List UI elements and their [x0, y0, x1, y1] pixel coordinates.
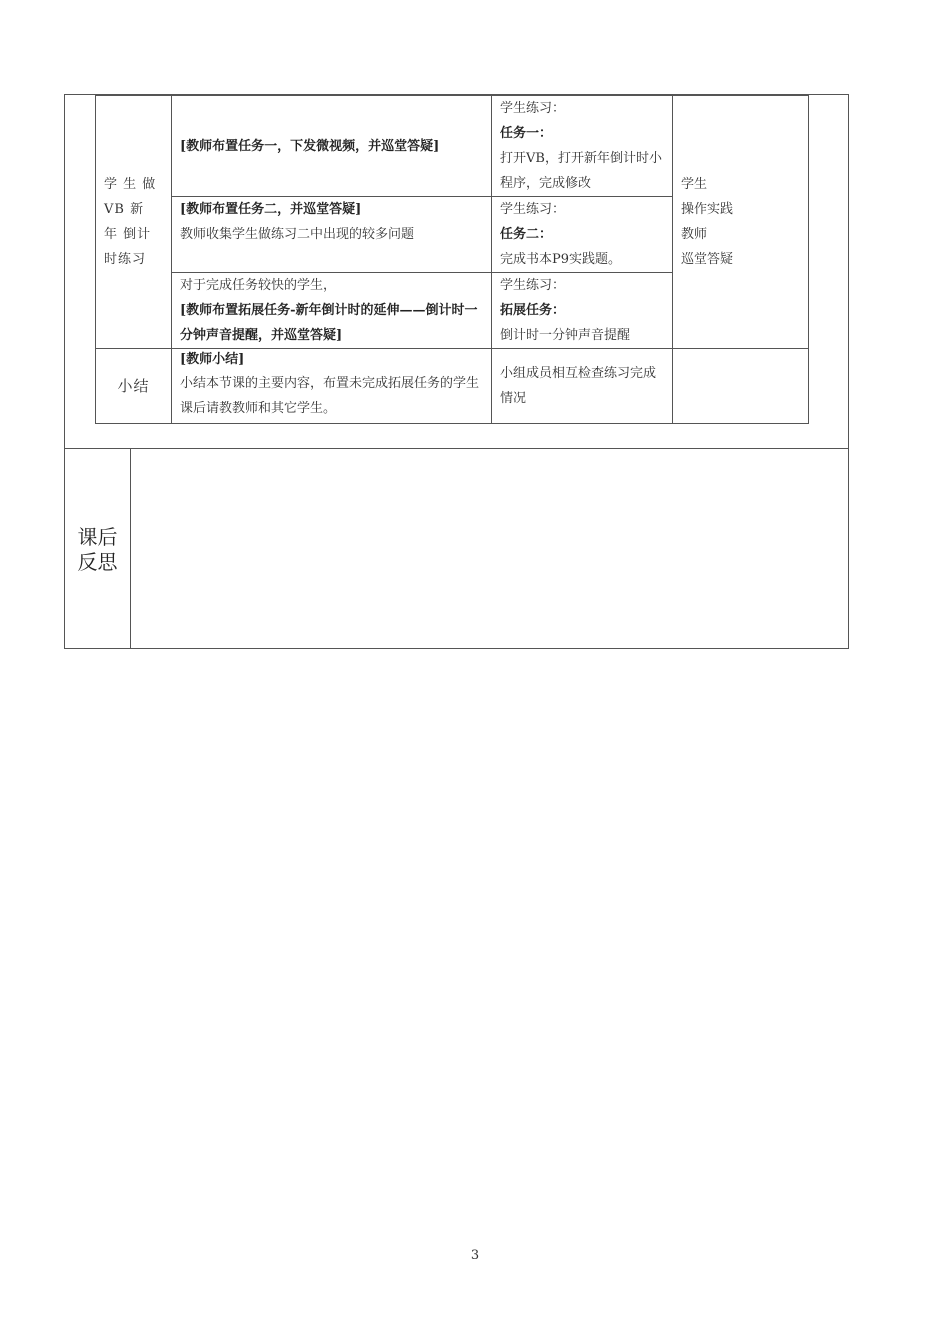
student-line: 打开VB，打开新年倒计时小程序，完成修改 — [500, 151, 662, 191]
student-cell-task2 — [492, 197, 673, 273]
student-line: 倒计时一分钟声音提醒 — [500, 328, 631, 343]
reflection-column-divider — [130, 449, 131, 648]
note-line: 学生 — [681, 177, 708, 192]
teacher-cell-task2 — [172, 197, 492, 273]
teacher-cell-summary — [172, 349, 492, 424]
page-number: 3 — [470, 1248, 480, 1263]
teacher-line: [教师布置拓展任务-新年倒计时的延伸——倒计时一分钟声音提醒，并巡堂答疑] — [180, 303, 478, 343]
student-line: 完成书本P9实践题。 — [500, 252, 622, 267]
note-line: 操作实践 — [681, 202, 734, 217]
stage-cell-summary: 小结 — [96, 349, 172, 424]
teacher-line: [教师布置任务一，下发微视频，并巡堂答疑] — [180, 138, 440, 154]
outer-row-divider — [65, 448, 848, 449]
stage-cell-practice: 学 生 做 VB 新 年 倒计时练习 — [96, 96, 172, 349]
student-line: 任务一： — [500, 126, 553, 141]
reflection-label-line2: 反思 — [77, 550, 118, 574]
teacher-line: [教师小结] — [180, 352, 245, 367]
student-line: 学生练习： — [500, 278, 566, 293]
teacher-line: 教师收集学生做练习二中出现的较多问题 — [180, 227, 415, 242]
table-row — [96, 349, 809, 424]
student-cell-task1 — [492, 96, 673, 197]
student-line: 任务二： — [500, 227, 553, 242]
teacher-line: 小结本节课的主要内容，布置未完成拓展任务的学生课后请教教师和其它学生。 — [180, 376, 480, 416]
student-line: 拓展任务： — [500, 303, 566, 318]
note-line: 巡堂答疑 — [681, 252, 734, 267]
teacher-line: 对于完成任务较快的学生， — [180, 278, 337, 293]
teacher-cell-task1 — [172, 96, 492, 197]
teaching-process-table — [95, 95, 809, 424]
note-cell-summary — [673, 349, 809, 424]
teacher-line: [教师布置任务二，并巡堂答疑] — [180, 202, 362, 217]
table-row — [96, 96, 809, 197]
student-line: 学生练习： — [500, 202, 566, 217]
student-line: 学生练习： — [500, 101, 566, 116]
note-line: 教师 — [681, 227, 708, 242]
reflection-label — [65, 525, 130, 575]
reflection-label-line1: 课后 — [77, 525, 118, 549]
teacher-cell-extension — [172, 273, 492, 349]
note-cell — [673, 96, 809, 349]
student-cell-summary: 小组成员相互检查练习完成情况 — [492, 349, 673, 424]
student-cell-extension — [492, 273, 673, 349]
